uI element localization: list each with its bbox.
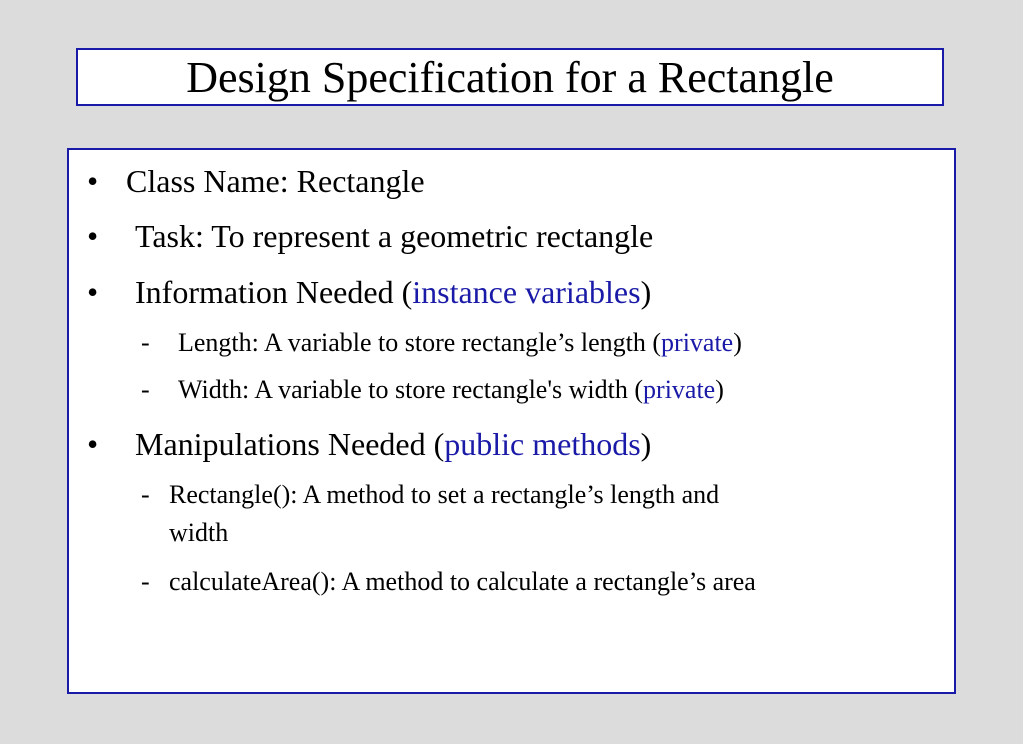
dash-marker: - xyxy=(141,567,150,596)
task-text: Task: To represent a geometric rectangle xyxy=(135,218,654,254)
width-text xyxy=(178,375,724,405)
constructor-text-line1: Rectangle(): A method to set a rectangle’s length and xyxy=(169,480,720,509)
closing-paren: ) xyxy=(640,274,652,310)
manipulations-needed-label: Manipulations Needed ( xyxy=(135,426,445,462)
length-text xyxy=(178,328,742,358)
bullet-marker: • xyxy=(87,426,99,462)
bullet-marker: • xyxy=(87,163,99,199)
constructor-text-line2: width xyxy=(169,518,229,547)
slide-title-box xyxy=(76,48,944,106)
bullet-marker: • xyxy=(87,218,99,254)
closing-paren: ) xyxy=(640,426,652,462)
private-term: private xyxy=(643,375,716,404)
closing-paren: ) xyxy=(733,328,742,357)
public-methods-term: public methods xyxy=(444,426,641,462)
closing-paren: ) xyxy=(715,375,724,404)
private-term: private xyxy=(661,328,734,357)
information-needed-label: Information Needed ( xyxy=(135,274,413,310)
length-description: Length: A variable to store rectangle’s length ( xyxy=(178,328,662,357)
instance-variables-term: instance variables xyxy=(412,274,641,310)
class-name-text: Class Name: Rectangle xyxy=(126,163,425,199)
slide-title: Design Specification for a Rectangle xyxy=(186,53,834,102)
bullet-marker: • xyxy=(87,274,99,310)
width-description: Width: A variable to store rectangle's width ( xyxy=(178,375,644,404)
information-needed-text xyxy=(135,274,651,310)
slide-content-box xyxy=(67,148,956,694)
calculate-area-text: calculateArea(): A method to calculate a rectangle’s area xyxy=(169,567,756,596)
dash-marker: - xyxy=(141,375,150,404)
dash-marker: - xyxy=(141,328,150,357)
dash-marker: - xyxy=(141,480,150,509)
manipulations-needed-text xyxy=(135,426,651,462)
